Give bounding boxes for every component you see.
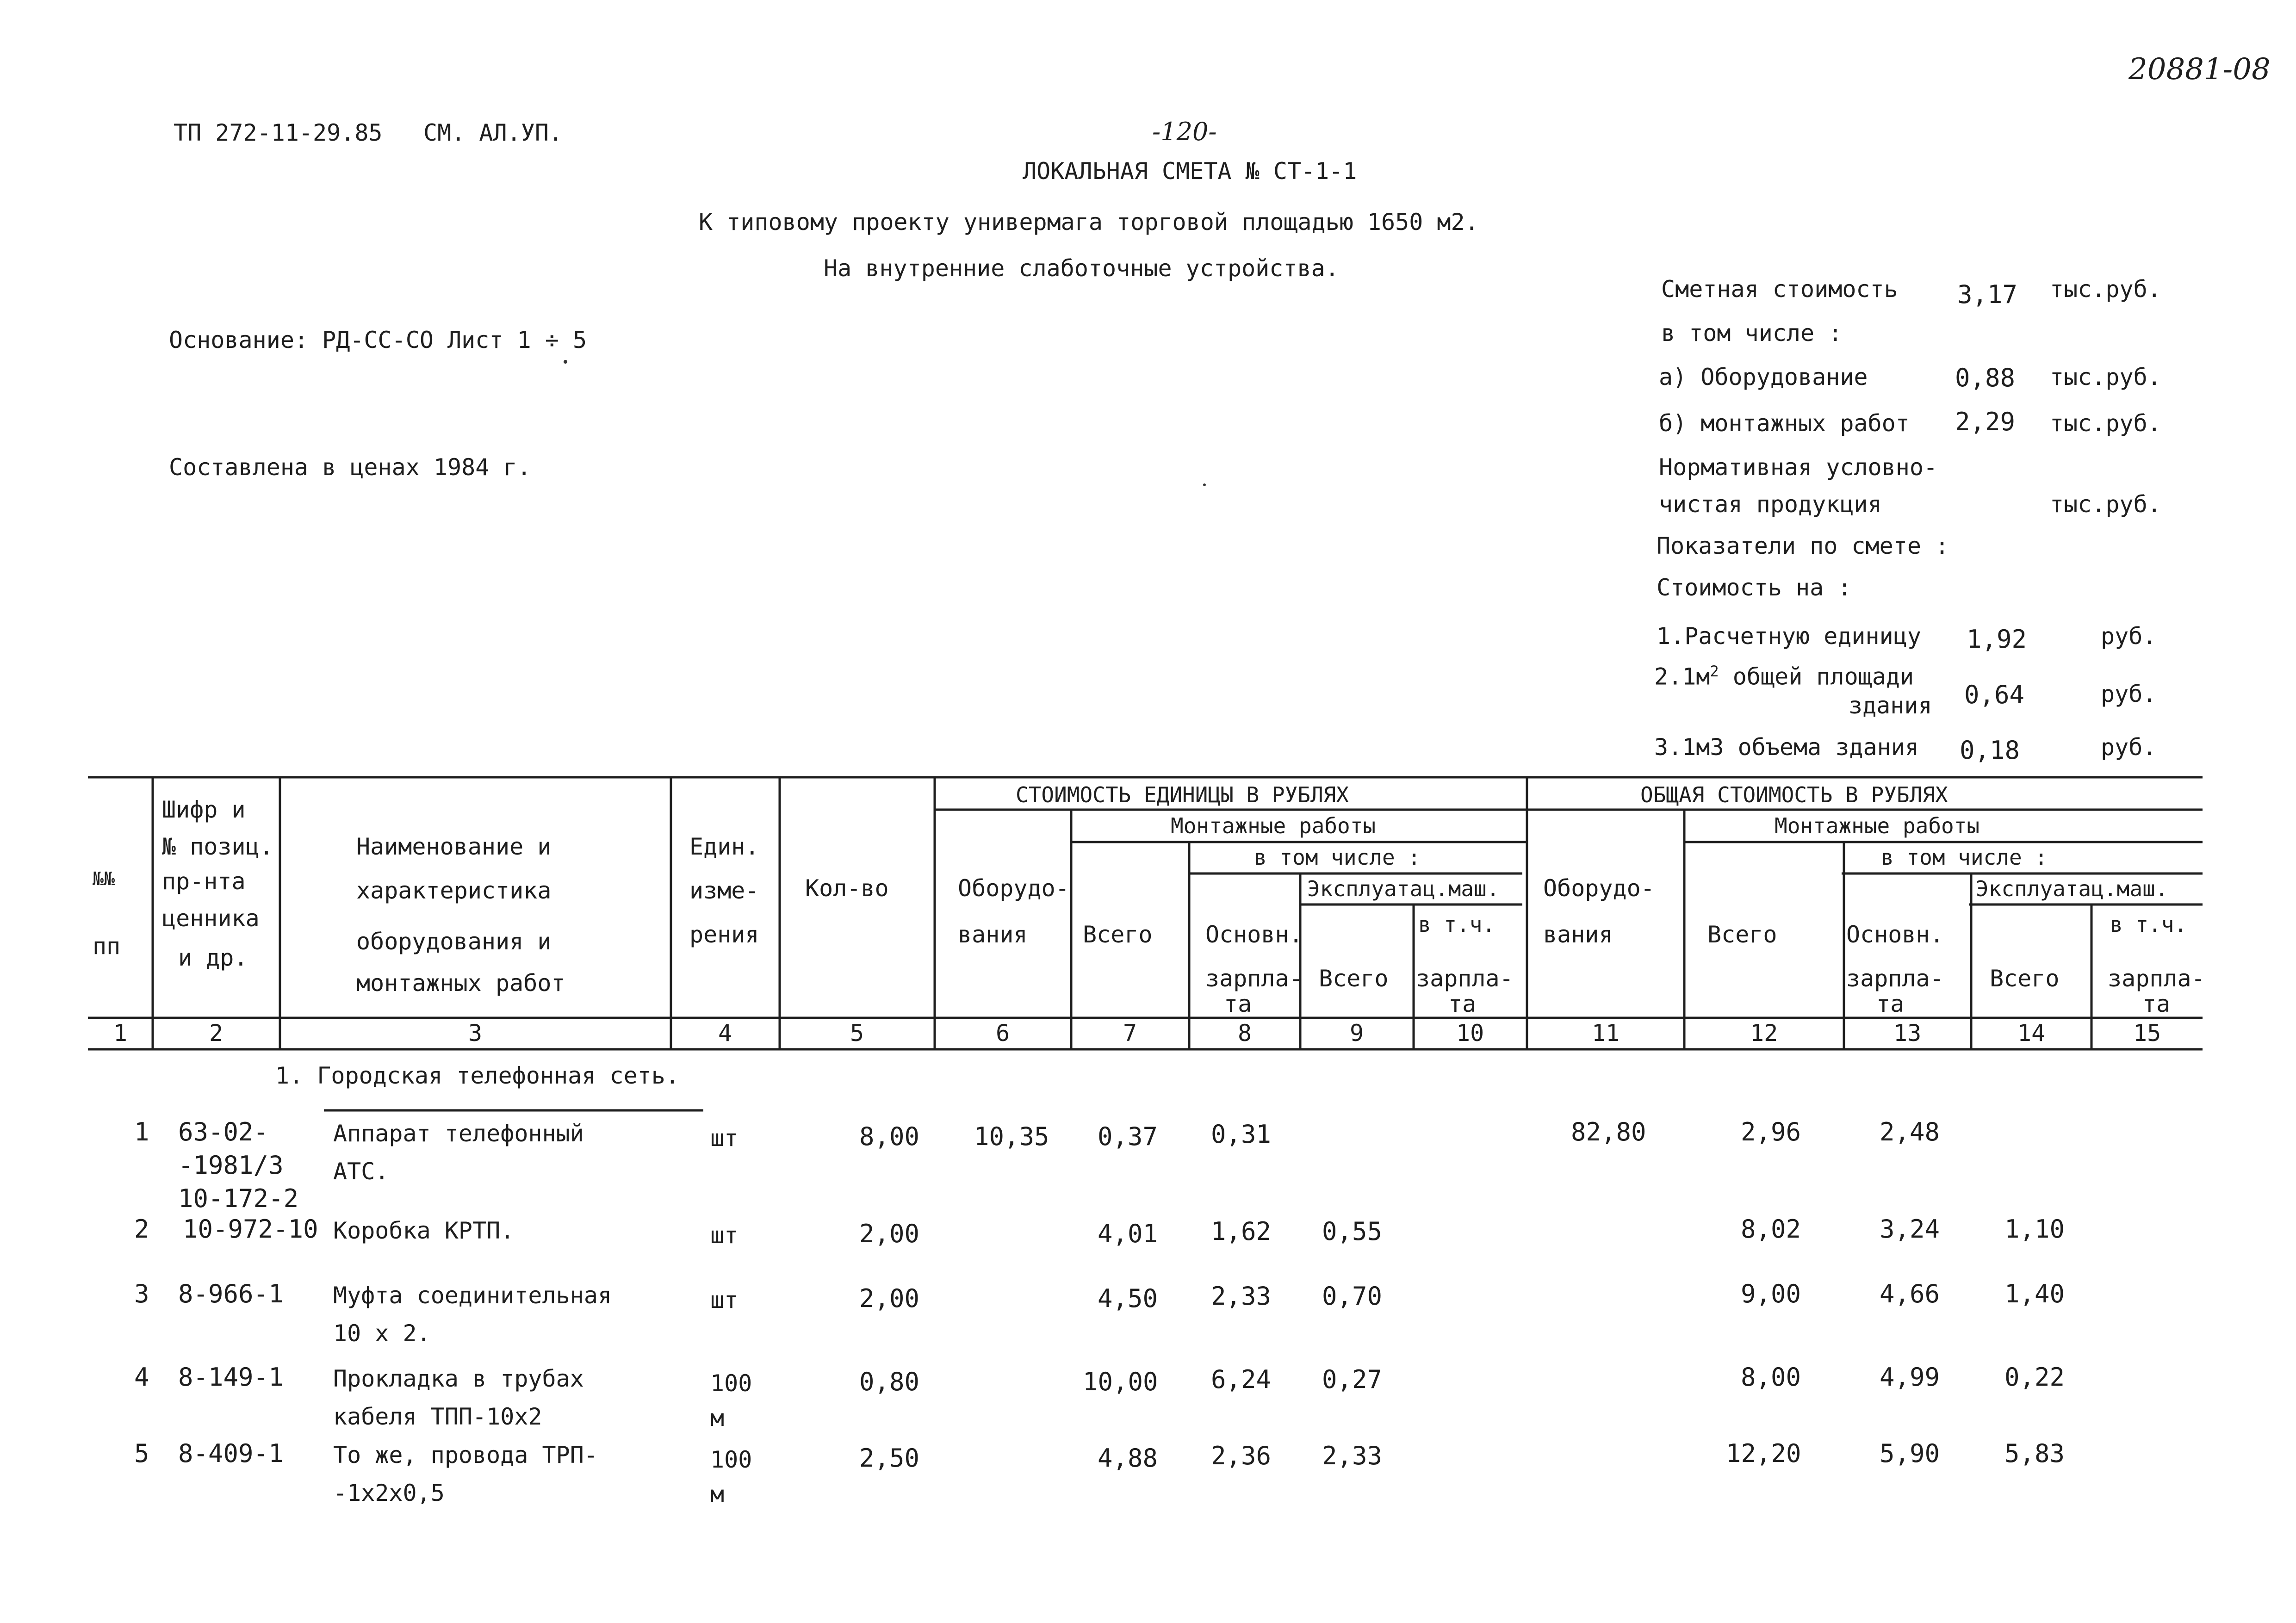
row-machine-unit-cost: 2,33 [1322,1441,1383,1470]
row-machine-total: 1,40 [2004,1279,2065,1308]
document-title: ЛОКАЛЬНАЯ СМЕТА № СТ-1-1 [1023,158,1357,185]
row-code: 8-409-1 [178,1439,284,1468]
row-wage-unit-cost: 2,33 [1211,1282,1272,1311]
row-install-unit-cost: 4,01 [1098,1219,1158,1248]
row-install-unit-cost: 4,88 [1098,1443,1158,1473]
row-name: АТС. [333,1158,389,1185]
header-incl-wage-unit-2: зарпла- [1416,965,1514,992]
header-unit-cost: СТОИМОСТЬ ЕДИНИЦЫ В РУБЛЯХ [1016,782,1349,807]
row-wage-total: 4,99 [1880,1363,1940,1392]
cost-value: 3,17 [1957,280,2018,309]
header-expl-all-unit: Всего [1319,965,1389,992]
header-code-3: пр-нта [162,868,246,895]
row-machine-unit-cost: 0,27 [1322,1365,1383,1394]
indicator-2-unit: руб. [2101,681,2157,707]
row-unit: шт [710,1222,738,1249]
header-wage-unit-2: зарпла- [1205,965,1303,992]
header-wage-total-1: Основн. [1846,921,1944,948]
column-number-11: 11 [1592,1020,1620,1047]
indicator-3-value: 0,18 [1960,736,2020,765]
row-install-unit-cost: 0,37 [1098,1122,1158,1151]
header-incl-wage-unit-1: в т.ч. [1418,912,1496,937]
column-number-9: 9 [1350,1020,1364,1047]
row-quantity: 0,80 [859,1367,920,1396]
cost-per-label: Стоимость на : [1657,574,1852,601]
column-number-10: 10 [1456,1020,1484,1047]
header-equipment-total-1: Оборудо- [1543,875,1655,902]
row-install-unit-cost: 4,50 [1098,1284,1158,1313]
row-wage-total: 5,90 [1880,1439,1940,1468]
install-unit: тыс.руб. [2050,410,2161,437]
row-unit: м [710,1405,725,1431]
header-all-total: Всего [1707,921,1777,948]
header-equipment-total-2: вания [1543,921,1613,948]
row-number: 5 [134,1439,149,1468]
row-install-total: 9,00 [1741,1279,1801,1308]
header-unit-2: изме- [689,877,759,904]
header-wage-unit-3: та [1224,991,1252,1017]
basis-reference: Основание: РД-СС-СО Лист 1 ÷ 5 [169,327,587,353]
row-number: 3 [134,1279,149,1308]
header-wage-total-3: та [1876,991,1905,1017]
row-code: 8-966-1 [178,1279,284,1308]
column-number-7: 7 [1123,1020,1137,1047]
album-reference: СМ. АЛ.УП. [423,119,563,146]
column-number-13: 13 [1893,1020,1922,1047]
header-row-number: №№ [93,868,115,890]
row-quantity: 2,00 [859,1219,920,1248]
row-name: Аппарат телефонный [333,1120,584,1147]
header-expl-unit: Эксплуатац.маш. [1307,876,1500,901]
equipment-label: а) Оборудование [1659,364,1868,390]
header-incl-wage-total-2: зарпла- [2108,965,2205,992]
row-install-total: 12,20 [1726,1439,1801,1468]
row-machine-total: 1,10 [2004,1214,2065,1244]
header-name-2: характеристика [356,877,552,904]
header-incl-wage-total-1: в т.ч. [2110,912,2187,937]
row-wage-unit-cost: 2,36 [1211,1441,1272,1470]
row-unit: м [710,1481,725,1508]
row-name: Коробка КРТП. [333,1217,515,1244]
column-number-4: 4 [718,1020,732,1047]
indicator-2-label-b: общей площади [1719,663,1914,690]
row-wage-total: 4,66 [1880,1279,1940,1308]
header-code-2: № позиц. [162,833,273,860]
row-name: То же, провода ТРП- [333,1442,598,1468]
header-equipment-unit-2: вания [958,921,1028,948]
row-number: 4 [134,1363,149,1392]
header-incl-wage-total-3: та [2142,991,2171,1017]
header-code-4: ценника [162,905,260,932]
row-equipment-unit-cost: 10,35 [974,1122,1049,1151]
row-install-total: 8,02 [1741,1214,1801,1244]
row-machine-unit-cost: 0,55 [1322,1217,1383,1246]
indicator-3-label: 3.1м3 объема здания [1654,734,1919,761]
row-unit: 100 [710,1370,752,1397]
column-number-14: 14 [2017,1020,2046,1047]
indicator-2-label-building: здания [1849,692,1932,719]
indicator-1-label: 1.Расчетную единицу [1657,623,1921,650]
document-subtitle: К типовому проекту универмага торговой площадью 1650 м2. [699,209,1479,235]
install-value: 2,29 [1955,407,2016,436]
header-expl-all-total: Всего [1990,965,2060,992]
row-name: Прокладка в трубах [333,1365,584,1392]
header-name-4: монтажных работ [356,970,565,997]
column-number-5: 5 [850,1020,864,1047]
row-unit: шт [710,1287,738,1313]
header-all-unit: Всего [1083,921,1153,948]
cost-label: Сметная стоимость [1661,276,1898,303]
page-number: -120- [1152,117,1217,146]
row-unit: 100 [710,1446,752,1473]
header-total-cost: ОБЩАЯ СТОИМОСТЬ В РУБЛЯХ [1640,782,1948,807]
header-quantity: Кол-во [805,875,889,902]
row-code: 8-149-1 [178,1363,284,1392]
row-code: 63-02- [178,1117,269,1146]
row-quantity: 2,00 [859,1284,920,1313]
row-code: 10-172-2 [178,1184,299,1213]
document-subject: На внутренние слаботочные устройства. [824,255,1339,282]
row-install-unit-cost: 10,00 [1083,1367,1158,1396]
price-level: Составлена в ценах 1984 г. [169,454,531,481]
header-equipment-unit-1: Оборудо- [958,875,1069,902]
row-wage-total: 3,24 [1880,1214,1940,1244]
header-wage-unit-1: Основн. [1205,921,1303,948]
row-name: кабеля ТПП-10х2 [333,1403,542,1430]
column-number-1: 1 [113,1020,128,1047]
including-label: в том числе : [1661,320,1843,347]
row-name: -1х2х0,5 [333,1480,445,1506]
header-wage-total-2: зарпла- [1846,965,1944,992]
row-name: Муфта соединительная [333,1282,612,1309]
row-number: 1 [134,1117,149,1146]
header-incl-wage-unit-3: та [1448,991,1477,1017]
equipment-value: 0,88 [1955,363,2016,392]
header-row-number-pp: пп [93,933,121,960]
indicator-2-value: 0,64 [1964,680,2025,709]
header-install-unit: Монтажные работы [1171,813,1376,838]
indicator-3-unit: руб. [2101,734,2157,761]
header-name-3: оборудования и [356,928,552,955]
column-number-15: 15 [2133,1020,2161,1047]
header-including-unit: в том числе : [1254,845,1421,870]
row-machine-total: 0,22 [2004,1363,2065,1392]
indicator-2-superscript: 2 [1710,663,1719,680]
column-number-2: 2 [209,1020,223,1047]
header-code-1: Шифр и [162,796,246,823]
column-number-12: 12 [1750,1020,1778,1047]
normative-unit: тыс.руб. [2050,491,2161,518]
row-wage-total: 2,48 [1880,1117,1940,1146]
cost-unit: тыс.руб. [2050,276,2161,303]
equipment-unit: тыс.руб. [2050,364,2161,390]
row-wage-unit-cost: 6,24 [1211,1365,1272,1394]
header-install-total: Монтажные работы [1775,813,1980,838]
column-number-8: 8 [1238,1020,1252,1047]
column-number-6: 6 [996,1020,1010,1047]
row-quantity: 2,50 [859,1443,920,1473]
indicator-1-unit: руб. [2101,623,2157,650]
normative-label-line1: Нормативная условно- [1659,454,1938,481]
row-quantity: 8,00 [859,1122,920,1151]
row-unit: шт [710,1125,738,1152]
row-number: 2 [134,1214,149,1244]
row-install-total: 8,00 [1741,1363,1801,1392]
indicator-1-value: 1,92 [1967,625,2027,654]
row-name: 10 х 2. [333,1320,431,1347]
install-label: б) монтажных работ [1659,410,1910,437]
header-unit-1: Един. [689,833,759,860]
indicator-2-label-a: 2.1м [1654,663,1710,690]
header-code-5: и др. [178,944,248,971]
row-wage-unit-cost: 1,62 [1211,1217,1272,1246]
row-wage-unit-cost: 0,31 [1211,1120,1272,1149]
archive-number: 20881-08 [2128,52,2271,87]
header-unit-3: рения [689,921,759,948]
row-code: -1981/3 [178,1151,284,1180]
indicators-label: Показатели по смете : [1657,533,1949,559]
row-code: 10-972-10 [183,1214,318,1244]
header-including-total: в том числе : [1881,845,2048,870]
row-machine-unit-cost: 0,70 [1322,1282,1383,1311]
row-machine-total: 5,83 [2004,1439,2065,1468]
project-reference: ТП 272-11-29.85 [174,119,383,146]
row-install-total: 2,96 [1741,1117,1801,1146]
section-heading: 1. Городская телефонная сеть. [275,1062,679,1089]
column-number-3: 3 [468,1020,483,1047]
row-equipment-total: 82,80 [1571,1117,1646,1146]
header-name-1: Наименование и [356,833,552,860]
normative-label-line2: чистая продукция [1659,491,1882,518]
header-expl-total: Эксплуатац.маш. [1976,876,2168,901]
